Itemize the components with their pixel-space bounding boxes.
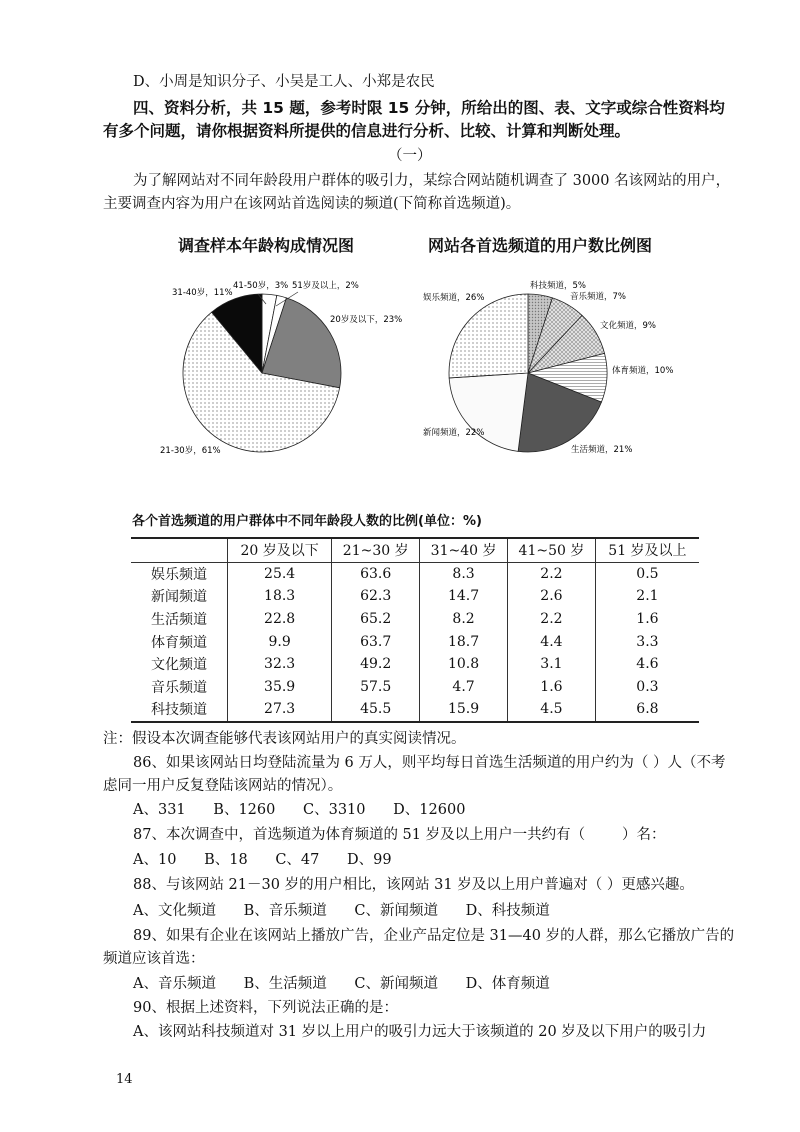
pie1-label-tech: 科技频道，5% [530,281,586,291]
question-87-options: A、10 B、18 C、47 D、99 [133,852,392,868]
question-87: 87、本次调查中，首选频道为体育频道的 51 岁及以上用户一共约有（ ）名： [133,827,666,843]
table-cell: 0.5 [595,562,699,585]
table-cell: 0.3 [595,676,699,699]
table-row [131,653,699,676]
pie1-label-ent: 娱乐频道，26% [423,293,485,303]
page-number: 14 [116,1072,133,1087]
pie1-slice [449,294,528,378]
table-cell: 2.2 [508,608,596,631]
question-86-options: A、331 B、1260 C、3310 D、12600 [133,802,466,818]
chart-title-channel: 网站各首选频道的用户数比例图 [428,236,653,255]
table-header-cell [131,538,228,562]
question-88: 88、与该网站 21－30 岁的用户相比，该网站 31 岁及以上用户普遍对（ ）更感兴趣。 [133,877,694,893]
table-cell: 音乐频道 [151,679,207,696]
intro-line-2: 主要调查内容为用户在该网站首选阅读的频道(下简称首选频道)。 [103,196,521,212]
table-cell: 3.1 [508,653,596,676]
table-cell: 18.7 [420,630,508,653]
table-header-cell: 41~50 岁 [508,538,596,562]
table-cell: 57.5 [332,676,420,699]
table-cell: 2.6 [508,585,596,608]
table-cell: 65.2 [332,608,420,631]
intro-line-1: 为了解网站对不同年龄段用户群体的吸引力，某综合网站随机调查了 3000 名该网站的用户， [133,173,731,189]
question-90: 90、根据上述资料，下列说法正确的是： [133,1000,398,1016]
table-cell: 1.6 [508,676,596,699]
pie1-label-news: 新闻频道，22% [423,428,485,438]
table-caption: 各个首选频道的用户群体中不同年龄段人数的比例(单位：%) [132,514,482,529]
pie1-label-sports: 体育频道，10% [612,366,674,376]
question-86-line-2: 虑同一用户反复登陆该网站的情况）。 [103,778,343,794]
pie0-label-21-30: 21-30岁，61% [160,446,221,456]
table-cell: 22.8 [228,608,332,631]
table-cell: 10.8 [420,653,508,676]
pie0-label-41-50: 41-50岁，3% [233,281,289,291]
table-header-row [131,538,699,562]
table-header-cell: 51 岁及以上 [595,538,699,562]
table-cell: 娱乐频道 [151,566,207,583]
table-cell: 27.3 [228,698,332,722]
pie1-label-music: 音乐频道，7% [570,292,626,302]
table-cell: 4.7 [420,676,508,699]
pie1-label-culture: 文化频道，9% [600,321,656,331]
age-channel-table [131,537,699,723]
table-row [131,630,699,653]
question-89-line-2: 频道应该首选： [103,951,205,967]
prev-option-d: D、小周是知识分子、小吴是工人、小郑是农民 [133,74,435,90]
table-cell: 18.3 [228,585,332,608]
table-cell: 6.8 [595,698,699,722]
table-row [131,676,699,699]
pie0-label-20below: 20岁及以下，23% [330,315,403,325]
table-cell: 25.4 [228,562,332,585]
question-89-line-1: 89、如果有企业在该网站上播放广告，企业产品定位是 31—40 岁的人群，那么它播放广告的 [133,928,735,944]
table-row [131,562,699,585]
table-cell: 8.2 [420,608,508,631]
pie0-label-31-40: 31-40岁，11% [172,288,233,298]
table-cell: 9.9 [228,630,332,653]
chart-title-age: 调查样本年龄构成情况图 [178,236,355,255]
table-cell: 62.3 [332,585,420,608]
table-cell: 2.2 [508,562,596,585]
table-cell: 35.9 [228,676,332,699]
table-cell: 8.3 [420,562,508,585]
table-cell: 2.1 [595,585,699,608]
table-row [131,698,699,722]
table-header-cell: 21~30 岁 [332,538,420,562]
table-row [131,608,699,631]
table-header-cell: 31~40 岁 [420,538,508,562]
table-cell: 生活频道 [151,612,207,629]
question-86-line-1: 86、如果该网站日均登陆流量为 6 万人，则平均每日首选生活频道的用户约为（ ）人（不考 [133,755,726,771]
table-cell: 63.7 [332,630,420,653]
table-cell: 15.9 [420,698,508,722]
section-title-line-1: 四、资料分析，共 15 题，参考时限 15 分钟，所给出的图、表、文字或综合性资料均 [133,99,725,117]
table-cell: 1.6 [595,608,699,631]
table-cell: 4.6 [595,653,699,676]
table-cell: 45.5 [332,698,420,722]
table-cell: 4.5 [508,698,596,722]
table-cell: 63.6 [332,562,420,585]
table-note: 注：假设本次调查能够代表该网站用户的真实阅读情况。 [103,731,466,747]
table-cell: 4.4 [508,630,596,653]
table-cell: 49.2 [332,653,420,676]
table-cell: 新闻频道 [151,589,207,606]
table-row [131,585,699,608]
subsection-number: （一） [388,148,432,164]
table-cell: 32.3 [228,653,332,676]
question-88-options: A、文化频道 B、音乐频道 C、新闻频道 D、科技频道 [133,903,550,919]
question-90-option-a: A、该网站科技频道对 31 岁以上用户的吸引力远大于该频道的 20 岁及以下用户的吸引力 [133,1024,707,1040]
section-title-line-2: 有多个问题，请你根据资料所提供的信息进行分析、比较、计算和判断处理。 [103,122,631,140]
pie-charts [0,262,800,502]
table-cell: 体育频道 [151,634,207,651]
pie0-label-51plus: 51岁及以上，2% [292,281,359,291]
table-cell: 14.7 [420,585,508,608]
table-cell: 科技频道 [151,702,207,719]
table-cell: 文化频道 [151,657,207,674]
table-header-cell: 20 岁及以下 [228,538,332,562]
question-89-options: A、音乐频道 B、生活频道 C、新闻频道 D、体育频道 [133,976,550,992]
table-cell: 3.3 [595,630,699,653]
pie1-label-life: 生活频道，21% [571,445,633,455]
pie1-slice [449,373,528,451]
